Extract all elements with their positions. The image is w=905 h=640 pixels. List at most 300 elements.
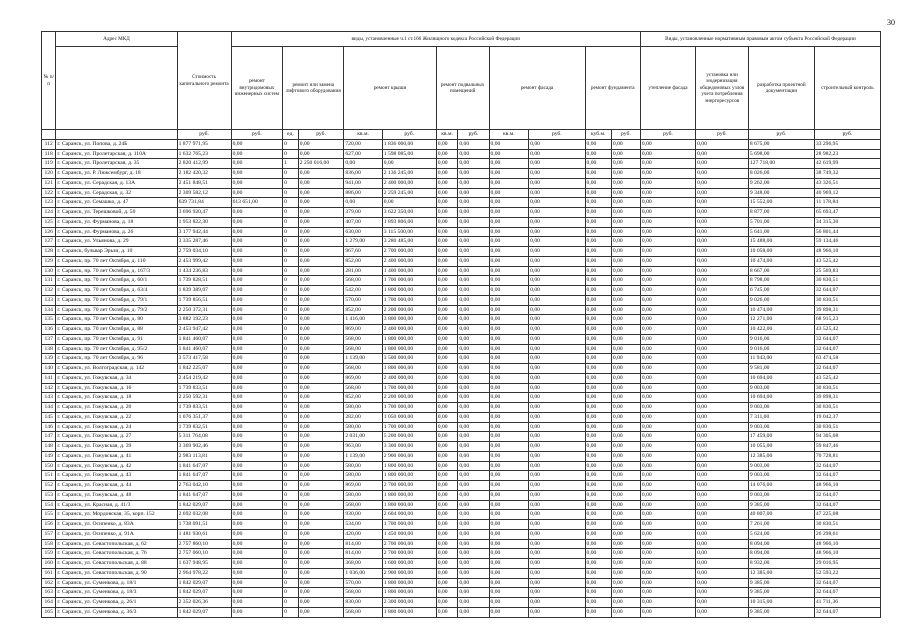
value-cell: 0,00 — [458, 451, 489, 461]
address-cell: г. Саранск, пр. 70 лет Октября, д. 91 — [56, 334, 177, 344]
value-cell: 1 598 085,00 — [382, 149, 436, 159]
value-cell: 0,00 — [298, 237, 344, 247]
value-cell: 2 820 412,99 — [177, 159, 231, 169]
value-cell: 43 525,42 — [814, 373, 880, 383]
value-cell: 0,00 — [298, 334, 344, 344]
value-cell: 0,00 — [298, 510, 344, 520]
value-cell: 1 839 389,07 — [177, 286, 231, 296]
value-cell: 0,00 — [696, 529, 749, 539]
table-row — [42, 305, 881, 315]
value-cell: 9 003,00 — [748, 422, 814, 432]
value-cell: 0,00 — [489, 276, 529, 286]
value-cell: 1 416,00 — [344, 315, 382, 325]
value-cell: 0,00 — [529, 325, 585, 335]
value-cell: 2 692 032,08 — [177, 510, 231, 520]
value-cell: 0,00 — [458, 354, 489, 364]
value-cell: 0,00 — [489, 169, 529, 179]
value-cell: 0,00 — [640, 227, 695, 237]
value-cell: 0,00 — [298, 559, 344, 569]
value-cell: 0,00 — [298, 256, 344, 266]
value-cell: 9 385,00 — [748, 607, 814, 617]
value-cell: 0,00 — [640, 364, 695, 374]
value-cell: 0,00 — [231, 188, 283, 198]
value-cell: 1 800 000,00 — [382, 471, 436, 481]
value-cell: 0,00 — [436, 344, 458, 354]
value-cell: 0,00 — [489, 178, 529, 188]
value-cell: 0,00 — [298, 198, 344, 208]
value-cell: 0,00 — [696, 539, 749, 549]
value-cell: 11 943,00 — [748, 354, 814, 364]
value-cell: 3 696 920,47 — [177, 208, 231, 218]
value-cell: 963,00 — [344, 442, 382, 452]
table-row — [42, 598, 881, 608]
value-cell: 7 261,00 — [748, 520, 814, 530]
value-cell: 1 139,00 — [344, 354, 382, 364]
table-row — [42, 373, 881, 383]
address-cell: г. Саранск, пр. 70 лет Октября, д. 60/1 — [56, 276, 177, 286]
value-cell: 0,00 — [489, 344, 529, 354]
value-cell: 0 — [283, 198, 299, 208]
table-row — [42, 481, 881, 491]
value-cell: 0,00 — [489, 247, 529, 257]
value-cell: 0,00 — [458, 578, 489, 588]
value-cell: 0,00 — [611, 481, 640, 491]
table-row — [42, 217, 881, 227]
value-cell: 570,00 — [344, 295, 382, 305]
value-cell: 3 622 350,00 — [382, 208, 436, 218]
value-cell: 0,00 — [298, 403, 344, 413]
value-cell: 0,00 — [696, 286, 749, 296]
value-cell: 0,00 — [458, 461, 489, 471]
value-cell: 0,00 — [458, 256, 489, 266]
value-cell: 0,00 — [611, 149, 640, 159]
address-cell: г. Саранск, ул. Гожувская, д. 48 — [56, 490, 177, 500]
value-cell: 1 050 000,00 — [382, 412, 436, 422]
value-cell: 0,00 — [489, 354, 529, 364]
value-cell: 0,00 — [611, 315, 640, 325]
value-cell: 0,00 — [611, 490, 640, 500]
value-cell: 0,00 — [585, 588, 611, 598]
value-cell: 0,00 — [529, 578, 585, 588]
unit-cell: кв.м. — [344, 130, 382, 140]
value-cell: 43 326,51 — [814, 178, 880, 188]
table-row — [42, 139, 881, 149]
value-cell: 0,00 — [585, 393, 611, 403]
value-cell: 39 898,31 — [814, 393, 880, 403]
value-cell: 1 738 091,51 — [177, 520, 231, 530]
value-cell: 0,00 — [298, 344, 344, 354]
value-cell: 0 — [283, 471, 299, 481]
value-cell: 0,00 — [696, 315, 749, 325]
value-cell: 0,00 — [458, 500, 489, 510]
value-cell: 0,00 — [231, 354, 283, 364]
table-row — [42, 442, 881, 452]
value-cell: 0,00 — [611, 383, 640, 393]
value-cell: 0,00 — [611, 549, 640, 559]
value-cell: 0,00 — [640, 383, 695, 393]
value-cell: 1 700 000,00 — [382, 520, 436, 530]
value-cell: 9 003,00 — [748, 471, 814, 481]
value-cell: 2 451 848,51 — [177, 178, 231, 188]
value-cell: 3 369 902,46 — [177, 442, 231, 452]
address-cell: г. Саранск, пр. 70 лет Октября, д. 88 — [56, 325, 177, 335]
value-cell: 0,00 — [298, 471, 344, 481]
value-cell: 0,00 — [529, 286, 585, 296]
value-cell: 0,00 — [298, 286, 344, 296]
value-cell: 0,00 — [611, 559, 640, 569]
value-cell: 0 — [283, 149, 299, 159]
value-cell: 0,00 — [640, 403, 695, 413]
value-cell: 0,00 — [344, 159, 382, 169]
address-cell: г. Саранск, пр. 70 лет Октября, д. 110 — [56, 256, 177, 266]
value-cell: 420,00 — [344, 529, 382, 539]
table-row — [42, 461, 881, 471]
value-cell: 0,00 — [529, 520, 585, 530]
value-cell: 0,00 — [298, 549, 344, 559]
value-cell: 1 450 000,00 — [382, 529, 436, 539]
value-cell: 5 701,00 — [748, 217, 814, 227]
value-cell: 0,00 — [489, 159, 529, 169]
value-cell: 1 700 000,00 — [382, 276, 436, 286]
value-cell: 0,00 — [382, 159, 436, 169]
value-cell: 0,00 — [489, 305, 529, 315]
value-cell: 282,00 — [344, 412, 382, 422]
value-cell: 0,00 — [489, 295, 529, 305]
value-cell: 0,00 — [436, 178, 458, 188]
value-cell: 17 459,00 — [748, 432, 814, 442]
value-cell: 9 003,00 — [748, 403, 814, 413]
value-cell: 0,00 — [585, 549, 611, 559]
value-cell: 0,00 — [696, 305, 749, 315]
value-cell: 0 — [283, 568, 299, 578]
value-cell: 0,00 — [611, 208, 640, 218]
value-cell: 0,00 — [611, 227, 640, 237]
value-cell: 0,00 — [458, 539, 489, 549]
value-cell: 2 900 000,00 — [382, 568, 436, 578]
value-cell: 0,00 — [458, 276, 489, 286]
value-cell: 0,00 — [231, 422, 283, 432]
value-cell: 1 800 000,00 — [382, 607, 436, 617]
value-cell: 2 763 042,10 — [177, 481, 231, 491]
value-cell: 0,00 — [640, 208, 695, 218]
value-cell: 0,00 — [436, 481, 458, 491]
value-cell: 48 966,10 — [814, 481, 880, 491]
value-cell: 0,00 — [489, 208, 529, 218]
value-cell: 1 800 000,00 — [382, 578, 436, 588]
value-cell: 0,00 — [640, 607, 695, 617]
value-cell: 0,00 — [696, 266, 749, 276]
value-cell: 0,00 — [231, 325, 283, 335]
row-number: 150 — [42, 461, 56, 471]
value-cell: 0,00 — [529, 481, 585, 491]
value-cell: 0,00 — [640, 325, 695, 335]
row-number: 133 — [42, 295, 56, 305]
value-cell: 0,00 — [298, 432, 344, 442]
value-cell: 0,00 — [640, 237, 695, 247]
value-cell: 32 644,07 — [814, 286, 880, 296]
value-cell: 0,00 — [458, 422, 489, 432]
value-cell: 2 200 000,00 — [382, 305, 436, 315]
value-cell: 0,00 — [696, 149, 749, 159]
value-cell: 1 600 000,00 — [382, 559, 436, 569]
value-cell: 0,00 — [458, 432, 489, 442]
value-cell: 0,00 — [696, 568, 749, 578]
value-cell: 9 026,00 — [748, 295, 814, 305]
row-number: 152 — [42, 481, 56, 491]
table-row — [42, 403, 881, 413]
unit-cell: руб. — [640, 130, 695, 140]
value-cell: 0,00 — [529, 588, 585, 598]
unit-cell: руб. — [458, 130, 489, 140]
value-cell: 47 225,08 — [814, 510, 880, 520]
value-cell: 0,00 — [458, 412, 489, 422]
value-cell: 3 882 192,23 — [177, 315, 231, 325]
value-cell: 0,00 — [696, 461, 749, 471]
value-cell: 0,00 — [640, 461, 695, 471]
row-number: 159 — [42, 549, 56, 559]
value-cell: 0,00 — [696, 598, 749, 608]
value-cell: 0,00 — [489, 393, 529, 403]
value-cell: 0,00 — [611, 139, 640, 149]
value-cell: 0,00 — [458, 227, 489, 237]
units-row — [42, 130, 881, 140]
value-cell: 0 — [283, 344, 299, 354]
address-cell: г. Саранск, ул. Красная, д. 41/3 — [56, 500, 177, 510]
value-cell: 0 — [283, 539, 299, 549]
value-cell: 0,00 — [298, 393, 344, 403]
value-cell: 1 700 000,00 — [382, 383, 436, 393]
value-cell: 0,00 — [489, 500, 529, 510]
value-cell: 1 036,00 — [344, 568, 382, 578]
value-cell: 2 453 999,42 — [177, 256, 231, 266]
value-cell: 0,00 — [231, 159, 283, 169]
value-cell: 0 — [283, 422, 299, 432]
value-cell: 0,00 — [489, 490, 529, 500]
value-cell: 0,00 — [529, 412, 585, 422]
value-cell: 0,00 — [611, 568, 640, 578]
value-cell: 580,00 — [344, 490, 382, 500]
row-number: 149 — [42, 451, 56, 461]
row-number: 157 — [42, 529, 56, 539]
value-cell: 0,00 — [436, 266, 458, 276]
value-cell: 0,00 — [529, 510, 585, 520]
value-cell: 0,00 — [458, 315, 489, 325]
value-cell: 0,00 — [611, 598, 640, 608]
value-cell: 65 693,47 — [814, 208, 880, 218]
value-cell: 568,00 — [344, 500, 382, 510]
value-cell: 0,00 — [585, 364, 611, 374]
value-cell: 0,00 — [529, 198, 585, 208]
value-cell: 0,00 — [640, 451, 695, 461]
value-cell: 379,00 — [344, 208, 382, 218]
value-cell: 0,00 — [458, 188, 489, 198]
value-cell: 1 841 460,07 — [177, 344, 231, 354]
table-row — [42, 188, 881, 198]
address-cell: г. Саранск, пр. 70 лет Октября, д. 167/3 — [56, 266, 177, 276]
header-group-federal: виды, установленные ч.1 ст.166 Жилищного кодекса Российской Федерации — [231, 32, 640, 47]
address-cell: г. Саранск, ул. Пролетарская, д. 110А — [56, 149, 177, 159]
value-cell: 0,00 — [611, 461, 640, 471]
value-cell: 0,00 — [489, 237, 529, 247]
value-cell: 0,00 — [696, 178, 749, 188]
address-cell: г. Саранск, пр. 70 лет Октября, д. 79/1 — [56, 295, 177, 305]
value-cell: 0,00 — [231, 276, 283, 286]
value-cell: 0,00 — [585, 607, 611, 617]
value-cell: 2 400 000,00 — [382, 325, 436, 335]
value-cell: 0,00 — [436, 315, 458, 325]
value-cell: 0 — [283, 403, 299, 413]
value-cell: 0,00 — [489, 432, 529, 442]
value-cell: 0,00 — [529, 208, 585, 218]
value-cell: 63 474,58 — [814, 354, 880, 364]
value-cell: 25 569,83 — [814, 266, 880, 276]
value-cell: 0,00 — [231, 539, 283, 549]
unit-cell: руб. — [748, 130, 814, 140]
value-cell: 0,00 — [611, 334, 640, 344]
value-cell: 0,00 — [640, 344, 695, 354]
value-cell: 0,00 — [231, 607, 283, 617]
value-cell: 0,00 — [640, 139, 695, 149]
header-foundation: ремонт фундамента — [585, 47, 640, 130]
value-cell: 0,00 — [458, 286, 489, 296]
value-cell: 0,00 — [436, 354, 458, 364]
value-cell: 568,00 — [344, 276, 382, 286]
value-cell: 0,00 — [611, 520, 640, 530]
value-cell: 0,00 — [529, 276, 585, 286]
row-number: 145 — [42, 412, 56, 422]
value-cell: 5 200 000,00 — [382, 432, 436, 442]
value-cell: 0,00 — [696, 510, 749, 520]
value-cell: 0,00 — [529, 549, 585, 559]
row-number: 127 — [42, 237, 56, 247]
value-cell: 32 644,07 — [814, 588, 880, 598]
value-cell: 0,00 — [611, 510, 640, 520]
value-cell: 0,00 — [489, 510, 529, 520]
value-cell: 0,00 — [231, 490, 283, 500]
address-cell: г. Саранск, ул. Ульянова, д. 29 — [56, 237, 177, 247]
address-cell: г. Саранск, пр. 70 лет Октября, д. 95/2 — [56, 344, 177, 354]
value-cell: 0 — [283, 139, 299, 149]
value-cell: 0 — [283, 383, 299, 393]
value-cell: 0,00 — [696, 198, 749, 208]
value-cell: 0 — [283, 325, 299, 335]
value-cell: 26 298,61 — [814, 529, 880, 539]
value-cell: 0,00 — [529, 383, 585, 393]
value-cell: 0,00 — [231, 169, 283, 179]
value-cell: 0,00 — [640, 529, 695, 539]
value-cell: 0,00 — [611, 442, 640, 452]
row-number: 118 — [42, 149, 56, 159]
value-cell: 0 — [283, 412, 299, 422]
table-row — [42, 510, 881, 520]
value-cell: 0,00 — [640, 559, 695, 569]
value-cell: 0,00 — [585, 315, 611, 325]
value-cell: 1 434 236,83 — [177, 266, 231, 276]
value-cell: 0,00 — [489, 588, 529, 598]
value-cell: 0,00 — [585, 169, 611, 179]
value-cell: 2 454 219,42 — [177, 373, 231, 383]
address-cell: г. Саранск, ул. Гожувская, д. 22 — [56, 412, 177, 422]
value-cell: 0,00 — [696, 500, 749, 510]
value-cell: 0,00 — [640, 256, 695, 266]
value-cell: 0,00 — [436, 159, 458, 169]
value-cell: 0 — [283, 442, 299, 452]
value-cell: 3 300 000,00 — [382, 442, 436, 452]
row-number: 137 — [42, 334, 56, 344]
value-cell: 0,00 — [585, 461, 611, 471]
value-cell: 0,00 — [458, 325, 489, 335]
value-cell: 0,00 — [298, 227, 344, 237]
value-cell: 0 — [283, 256, 299, 266]
value-cell: 281,00 — [344, 266, 382, 276]
table-row — [42, 354, 881, 364]
value-cell: 580,00 — [344, 461, 382, 471]
value-cell: 1 400 000,00 — [382, 266, 436, 276]
value-cell: 0,00 — [231, 364, 283, 374]
value-cell: 0,00 — [696, 354, 749, 364]
value-cell: 0,00 — [231, 500, 283, 510]
value-cell: 0,00 — [529, 598, 585, 608]
table-row — [42, 286, 881, 296]
value-cell: 0,00 — [458, 305, 489, 315]
value-cell: 0,00 — [298, 305, 344, 315]
value-cell: 3 280 485,00 — [382, 237, 436, 247]
row-number: 153 — [42, 490, 56, 500]
value-cell: 0,00 — [436, 607, 458, 617]
value-cell: 1 842 029,07 — [177, 578, 231, 588]
value-cell: 0,00 — [489, 334, 529, 344]
value-cell: 0,00 — [489, 471, 529, 481]
value-cell: 0,00 — [585, 598, 611, 608]
value-cell: 0,00 — [529, 305, 585, 315]
value-cell: 580,00 — [344, 422, 382, 432]
value-cell: 0,00 — [585, 451, 611, 461]
value-cell: 8 094,00 — [748, 549, 814, 559]
value-cell: 0,00 — [585, 188, 611, 198]
value-cell: 32 644,07 — [814, 471, 880, 481]
header-row-no: № п/п — [42, 32, 56, 130]
value-cell: 9 581,00 — [748, 364, 814, 374]
value-cell: 0 — [283, 169, 299, 179]
value-cell: 48 966,10 — [814, 549, 880, 559]
header-design: разработка проектной документации — [748, 47, 814, 130]
value-cell: 0,00 — [489, 529, 529, 539]
table-row — [42, 276, 881, 286]
value-cell: 0,00 — [436, 451, 458, 461]
value-cell: 0,00 — [298, 451, 344, 461]
value-cell: 1 953 822,30 — [177, 217, 231, 227]
value-cell: 1 836 000,00 — [382, 139, 436, 149]
value-cell: 0,00 — [298, 500, 344, 510]
value-cell: 0,00 — [640, 266, 695, 276]
value-cell: 0,00 — [489, 266, 529, 276]
value-cell: 0,00 — [529, 139, 585, 149]
value-cell: 0,00 — [640, 520, 695, 530]
value-cell: 56 801,44 — [814, 227, 880, 237]
value-cell: 40 807,00 — [748, 510, 814, 520]
value-cell: 2 259 245,00 — [382, 188, 436, 198]
table-row — [42, 198, 881, 208]
value-cell: 2 453 947,42 — [177, 325, 231, 335]
value-cell: 0,00 — [640, 276, 695, 286]
value-cell: 2 400 000,00 — [382, 256, 436, 266]
value-cell: 0,00 — [640, 393, 695, 403]
value-cell: 967,60 — [344, 247, 382, 257]
value-cell: 0,00 — [696, 588, 749, 598]
value-cell: 0,00 — [529, 422, 585, 432]
table-row — [42, 178, 881, 188]
value-cell: 0,00 — [436, 217, 458, 227]
